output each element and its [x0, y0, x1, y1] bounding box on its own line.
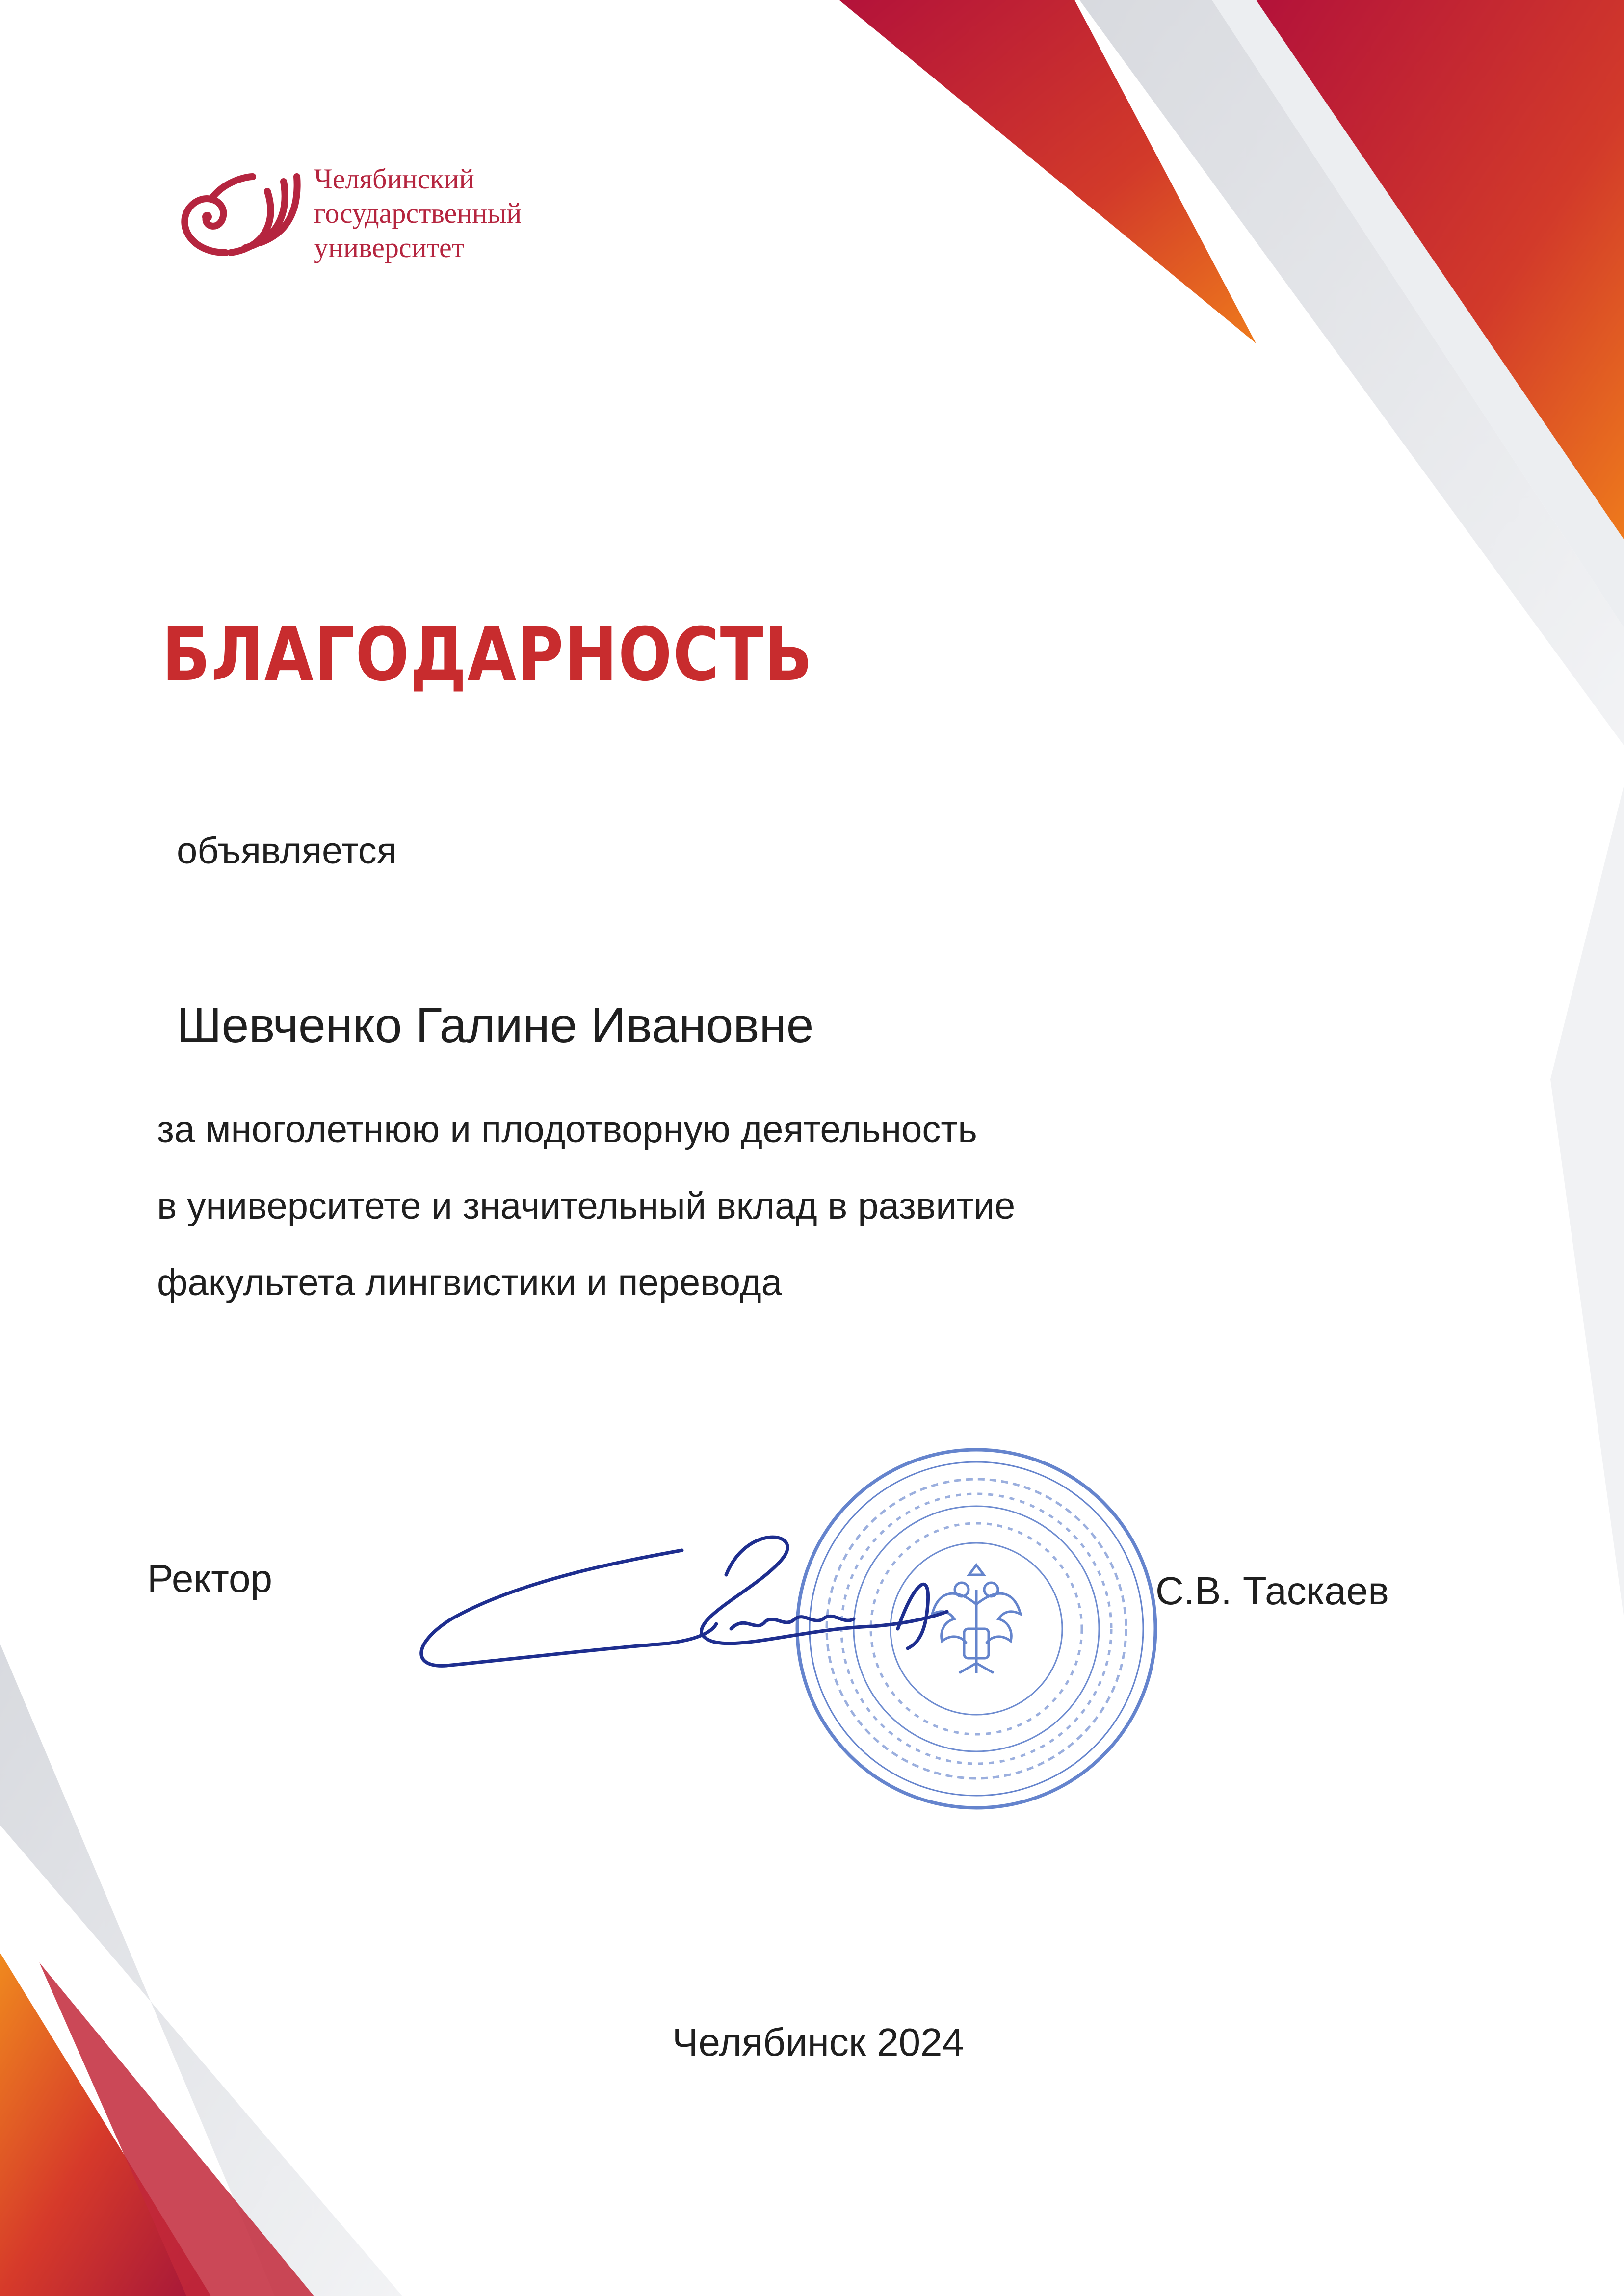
announce-text: объявляется: [177, 830, 397, 872]
spiral-logo-icon: [167, 162, 304, 270]
logo-line-3: университет: [314, 232, 465, 263]
signer-role: Ректор: [147, 1557, 272, 1600]
certificate-title: БЛАГОДАРНОСТЬ: [162, 612, 813, 698]
logo-line-1: Челябинский: [314, 163, 474, 195]
right-edge-grey-band: [1550, 785, 1624, 1619]
city-year: Челябинск 2024: [672, 2020, 965, 2064]
reason-line-1: за многолетнюю и плодотворную деятельность: [157, 1109, 977, 1150]
logo-line-2: государственный: [314, 197, 522, 229]
reason-line-3: факультета лингвистики и перевода: [157, 1262, 782, 1304]
signer-name: С.В. Таскаев: [1155, 1569, 1389, 1613]
reason-text: [157, 1092, 1015, 1321]
handwritten-signature: [393, 1496, 1006, 1702]
reason-line-2: в университете и значительный вклад в развитие: [157, 1185, 1016, 1227]
recipient-name: Шевченко Галине Ивановне: [177, 998, 814, 1053]
university-logo: [167, 162, 608, 270]
